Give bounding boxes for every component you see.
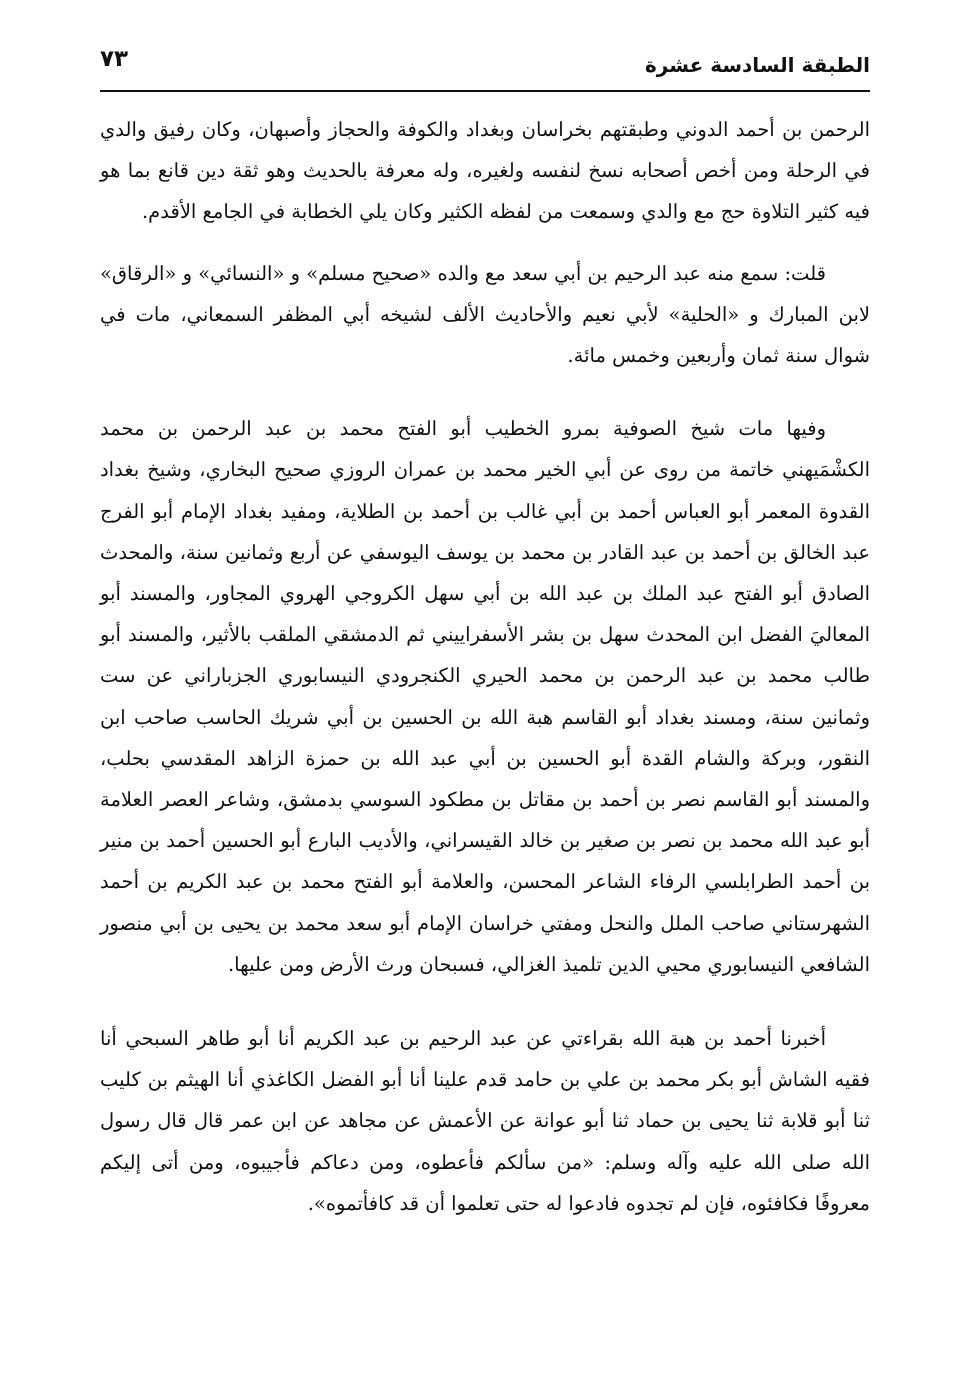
paragraph-1: الرحمن بن أحمد الدوني وطبقتهم بخراسان وبغداد والكوفة والحجاز وأصبهان، وكان رفيق والدي في الرحلة ومن أخص أصحابه نسخ لنفسه ولغيره، وله معرفة بالحديث وهو ثقة دين قانع بما هو فيه كثير التلاوة حج مع والدي وسمعت من لفظه الكثير وكان يلي الخطابة في الجامع الأقدم. — [100, 118, 870, 224]
page-body — [100, 109, 870, 1224]
paragraph-4: أخبرنا أحمد بن هبة الله بقراءتي عن عبد الرحيم بن عبد الكريم أنا أبو طاهر السبحي أنا فقيه الشاش أبو بكر محمد بن علي بن حامد قدم علينا أنا أبو الفضل الكاغذي أنا الهيثم بن كليب ثنا أبو قلابة ثنا يحيى بن حماد ثنا أبو عوانة عن الأعمش عن مجاهد عن ابن عمر قال قال رسول الله صلى الله عليه وآله وسلم: «من سألكم فأعطوه، ومن دعاكم فأجيبوه، ومن أتى إليكم معروفًا فكافئوه، فإن لم تجدوه فادعوا له حتى تعلموا أن قد كافأتموه». — [100, 1027, 870, 1215]
paragraph-2: قلت: سمع منه عبد الرحيم بن أبي سعد مع والده «صحيح مسلم» و «النسائي» و «الرقاق» لابن المبارك و «الحلية» لأبي نعيم والأحاديث الألف لشيخه أبي المظفر السمعاني، مات في شوال سنة ثمان وأربعين وخمس مائة. — [100, 261, 870, 368]
page-header — [100, 42, 870, 92]
paragraph-3: وفيها مات شيخ الصوفية بمرو الخطيب أبو الفتح محمد بن عبد الرحمن بن محمد الكشْمَيهني خاتمة من روى عن أبي الخير محمد بن عمران الروزي صحيح البخاري، وشيخ بغداد القدوة المعمر أبو العباس أحمد بن أبي غالب بن أحمد بن الطلاية، ومفيد بغداد الإمام أبو الفرج عبد الخالق بن أحمد بن عبد القادر بن محمد بن يوسف اليوسفي عن أربع وثمانين سنة، والمحدث الصادق أبو الفتح عبد الملك بن عبد الله بن أبي سهل الكروجي الهروي المجاور، والمسند أبو المعاليَ الفضل ابن المحدث سهل بن بشر الأسفراييني ثم الدمشقي الملقب بالأثير، والمسند أبو طالب محمد بن عبد الرحمن بن محمد الحيري الكنجرودي النيسابوري الجزباراني عن ست وثمانين سنة، ومسند بغداد أبو القاسم هبة الله بن الحسين بن أبي شريك الحاسب صاحب ابن النقور، وبركة والشام القدة أبو الحسين بن أبي عبد الله بن حمزة الزاهد المقدسي بحلب، والمسند أبو القاسم نصر بن أحمد بن مقاتل بن مطكود السوسي بدمشق، وشاعر العصر العلامة أبو عبد الله محمد بن نصر بن صغير بن خالد القيسراني، والأديب البارع أبو الحسين أحمد بن منير بن أحمد الطرابلسي الرفاء الشاعر المحسن، والعلامة أبو الفتح محمد بن عبد الكريم بن أحمد الشهرستاني صاحب الملل والنحل ومفتي خراسان الإمام أبو سعد محمد بن يحيى بن أبي منصور الشافعي النيسابوري محيي الدين تلميذ الغزالي، فسبحان ورث الأرض ومن عليها. — [100, 417, 870, 976]
header-rule — [100, 90, 870, 92]
page-number: ٧٣ — [100, 46, 129, 72]
running-title: الطبقة السادسة عشرة — [644, 53, 870, 77]
